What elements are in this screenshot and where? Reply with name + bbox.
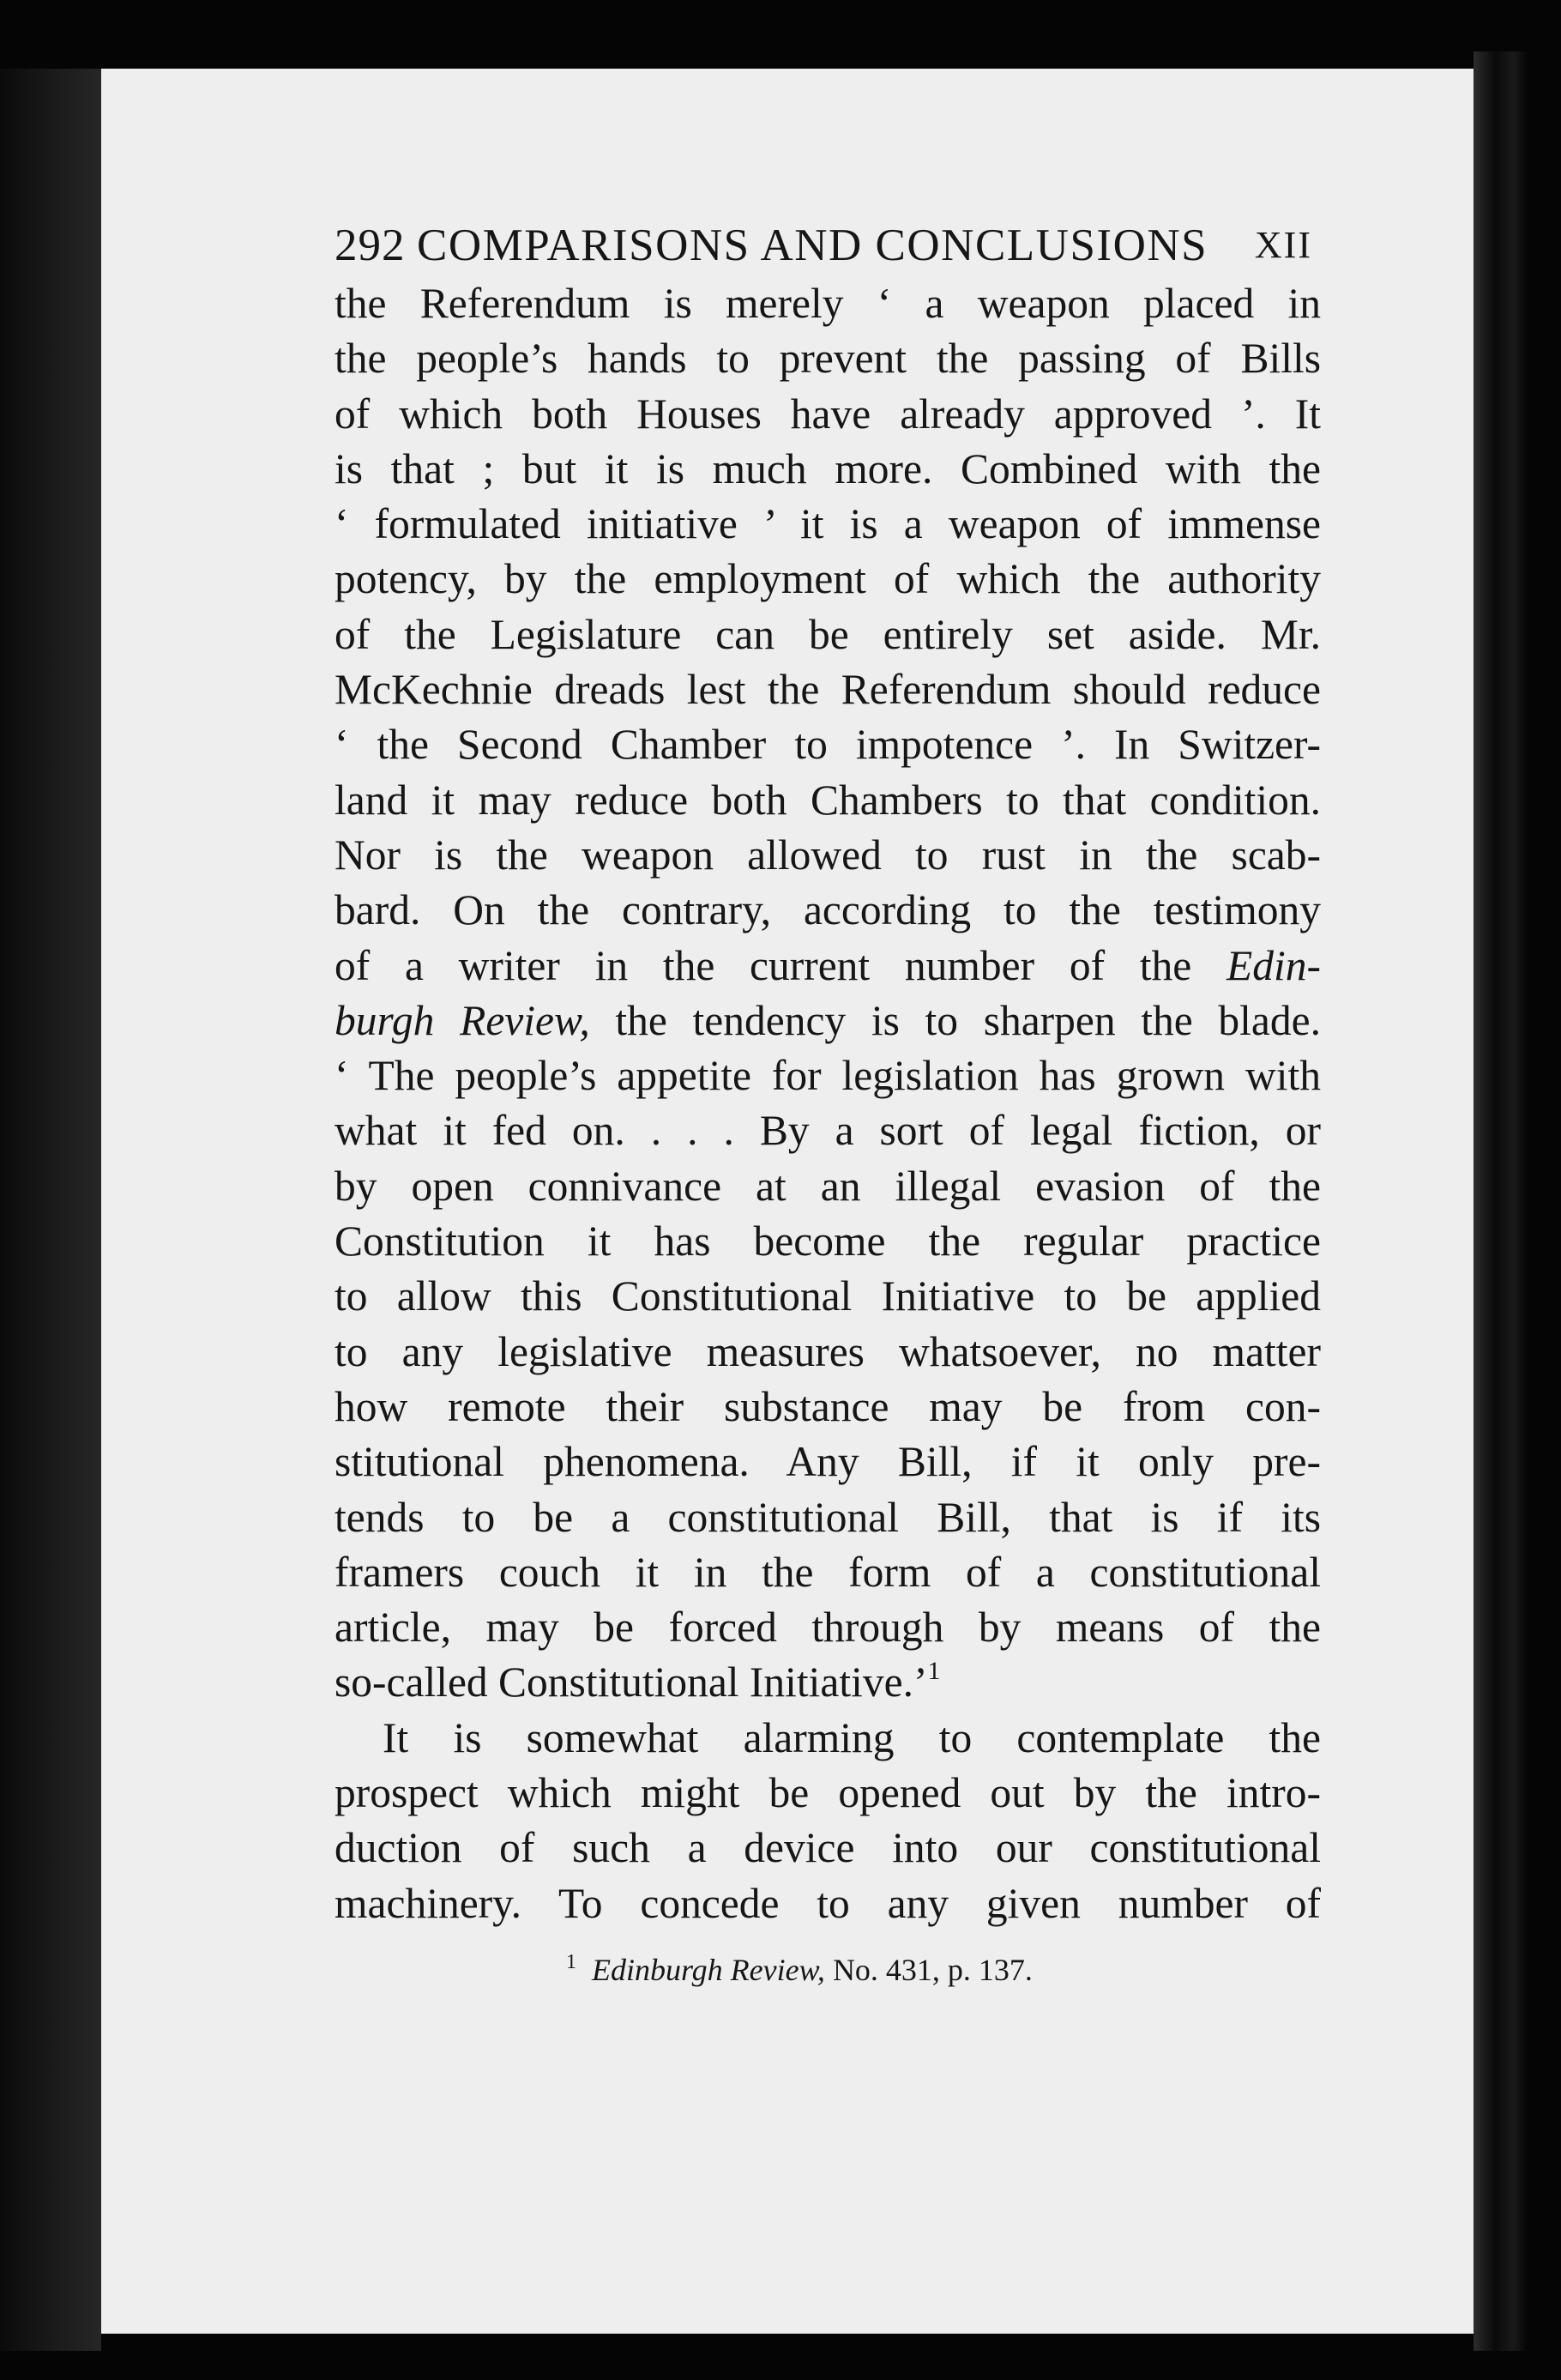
text-line: tends to be a constitutional Bill, that is if its	[334, 1493, 1321, 1541]
chapter-numeral: XII	[1254, 224, 1312, 266]
text-line: prospect which might be opened out by the intro-	[334, 1769, 1321, 1817]
italic-title-part-2: burgh Review,	[334, 996, 590, 1044]
text-line: Nor is the weapon allowed to rust in the scab-	[334, 831, 1321, 879]
text-line: duction of such a device into our constitutional	[334, 1824, 1321, 1872]
text-line: land it may reduce both Chambers to that condition.	[334, 776, 1321, 824]
text-line: ‘ formulated initiative ’ it is a weapon of immense	[334, 500, 1321, 548]
text-line: by open connivance at an illegal evasion of the	[334, 1162, 1321, 1210]
text-line: It is somewhat alarming to contemplate the	[383, 1713, 1321, 1761]
page-number: 292	[334, 220, 406, 270]
quote-end-line	[334, 1655, 1321, 1710]
text-line: of which both Houses have already approved ’. It	[334, 390, 1321, 438]
footnote-source: Edinburgh Review,	[592, 1952, 825, 1987]
text-line: of the Legislature can be entirely set aside. Mr.	[334, 610, 1321, 658]
text-line: article, may be forced through by means of the	[334, 1604, 1321, 1652]
footnote	[334, 1942, 1321, 1990]
footnote-reference-mark: 1	[927, 1657, 941, 1686]
text-line-end: the tendency is to sharpen the blade.	[589, 996, 1322, 1044]
book-left-edge	[0, 69, 101, 2351]
text-line: how remote their substance may be from con-	[334, 1382, 1321, 1430]
text-line: Constitution it has become the regular practice	[334, 1217, 1321, 1266]
footnote-detail: No. 431, p. 137.	[832, 1952, 1033, 1987]
text-line: ‘ the Second Chamber to impotence ’. In Switzer-	[334, 721, 1321, 769]
page-text-block	[334, 214, 1321, 1990]
text-line: the people’s hands to prevent the passing of Bills	[334, 335, 1321, 383]
text-line-with-italic	[334, 994, 1321, 1048]
text-line: to allow this Constitutional Initiative to be applied	[334, 1272, 1321, 1320]
text-line: what it fed on. . . . By a sort of legal fiction, or	[334, 1107, 1321, 1155]
italic-title-part-1: Edin-	[1226, 941, 1321, 989]
text-line: bard. On the contrary, according to the testimony	[334, 886, 1321, 934]
text-line: is that ; but it is much more. Combined with the	[334, 444, 1321, 492]
text-line: to any legislative measures whatsoever, no matter	[334, 1327, 1321, 1375]
text-line: McKechnie dreads lest the Referendum should reduce	[334, 666, 1321, 714]
body-paragraph-2	[334, 1711, 1321, 1931]
text-line-with-italic	[334, 939, 1321, 994]
footnote-number: 1	[566, 1950, 576, 1973]
text-line-start: of a writer in the current number of the	[334, 941, 1192, 989]
book-binding-shadow	[1474, 51, 1527, 2351]
text-line: framers couch it in the form of a constitutional	[334, 1548, 1321, 1596]
running-header	[334, 214, 1321, 276]
text-line: the Referendum is merely ‘ a weapon placed in	[334, 280, 1321, 327]
body-paragraph-1	[334, 276, 1321, 1711]
text-line: stitutional phenomena. Any Bill, if it only pre-	[334, 1438, 1321, 1486]
text-line: machinery. To concede to any given number of	[334, 1879, 1321, 1927]
text-line: ‘ The people’s appetite for legislation has grown with	[334, 1052, 1321, 1100]
text-line: potency, by the employment of which the authority	[334, 555, 1321, 603]
running-title: COMPARISONS AND CONCLUSIONS	[417, 220, 1208, 270]
quote-end-text: so-called Constitutional Initiative.’	[334, 1658, 928, 1706]
